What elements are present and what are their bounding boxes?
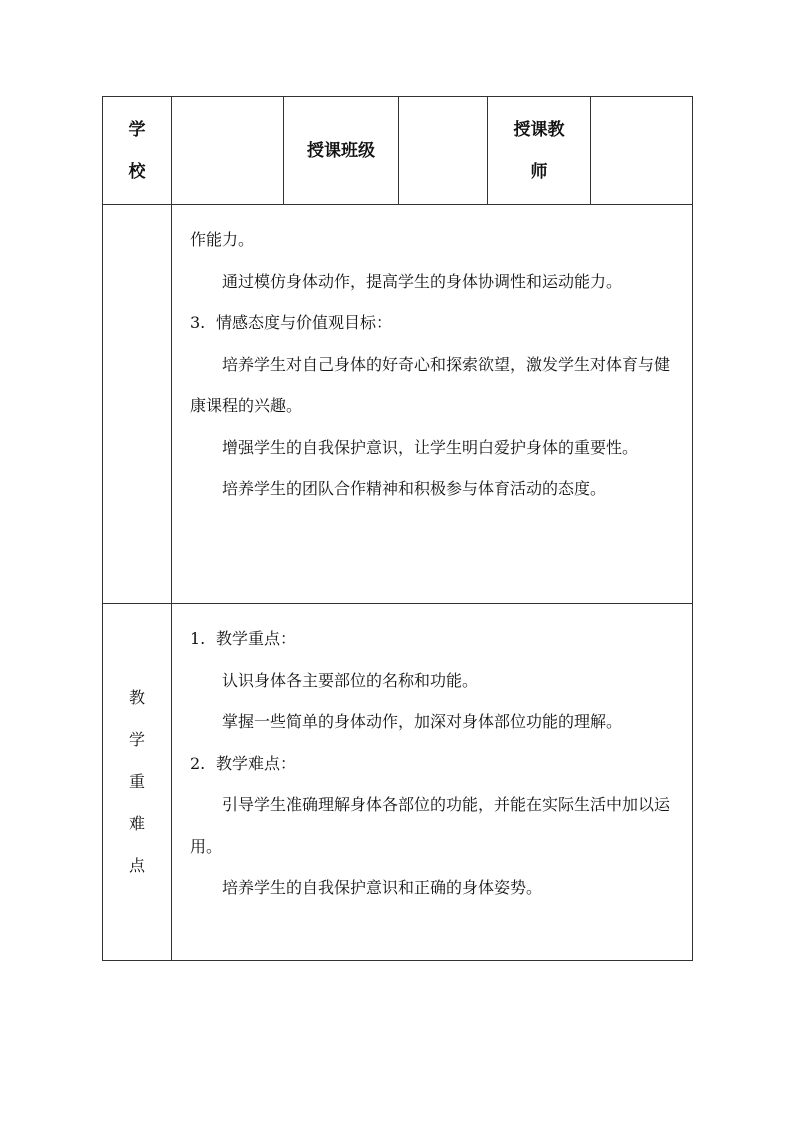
key-points-section-label: 教 学 重 难 点 — [103, 604, 172, 961]
paragraph-text: 增强学生的自我保护意识，让学生明白爱护身体的重要性。 — [222, 437, 639, 457]
paragraph — [190, 427, 680, 469]
paragraph-text: 作能力。 — [190, 230, 255, 249]
numbered-heading — [190, 743, 680, 785]
paragraph — [190, 784, 680, 867]
paragraph — [190, 701, 680, 743]
class-label: 授课班级 — [284, 97, 399, 205]
paragraph — [190, 468, 680, 510]
lesson-plan-table — [102, 96, 693, 961]
goals-section-label — [103, 205, 172, 604]
paragraph-text: 掌握一些简单的身体动作，加深对身体部位功能的理解。 — [222, 712, 623, 731]
paragraph — [190, 219, 680, 261]
numbered-heading — [190, 302, 680, 344]
class-value-cell[interactable] — [399, 97, 488, 205]
paragraph — [190, 660, 680, 702]
paragraph — [190, 867, 680, 909]
paragraph-text: 认识身体各主要部位的名称和功能。 — [222, 670, 479, 690]
paragraph-text: 培养学生的团队合作精神和积极参与体育活动的态度。 — [222, 479, 607, 498]
item-number: 3. — [190, 313, 206, 332]
key-points-content — [172, 604, 693, 961]
school-value-cell[interactable] — [172, 97, 284, 205]
key-points-row — [103, 604, 693, 961]
goals-row — [103, 205, 693, 604]
item-number: 1. — [190, 629, 206, 648]
numbered-heading — [190, 618, 680, 660]
paragraph — [190, 261, 680, 303]
paragraph-text: 引导学生准确理解身体各部位的功能，并能在实际生活中加以运用。 — [190, 795, 671, 856]
header-row — [103, 97, 693, 205]
paragraph-text: 教学难点： — [216, 753, 297, 773]
teacher-label: 授课教 师 — [488, 97, 591, 205]
paragraph-text: 培养学生对自己身体的好奇心和探索欲望，激发学生对体育与健康课程的兴趣。 — [190, 354, 671, 415]
item-number: 2. — [190, 753, 206, 773]
teacher-value-cell[interactable] — [591, 97, 693, 205]
paragraph — [190, 344, 680, 427]
goals-content — [172, 205, 693, 604]
paragraph-text: 通过模仿身体动作，提高学生的身体协调性和运动能力。 — [222, 271, 623, 291]
paragraph-text: 情感态度与价值观目标： — [216, 313, 393, 332]
school-label: 学 校 — [103, 97, 172, 205]
paragraph-text: 培养学生的自我保护意识和正确的身体姿势。 — [222, 878, 543, 897]
paragraph-text: 教学重点： — [216, 629, 297, 648]
